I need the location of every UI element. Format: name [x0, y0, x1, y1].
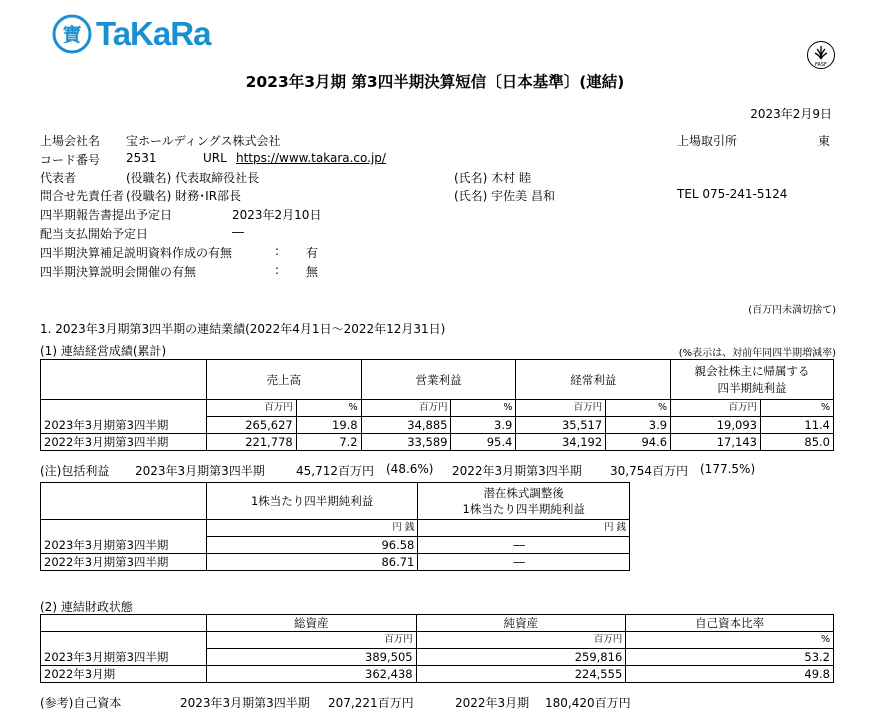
- eps-corner: [41, 483, 207, 520]
- ref-label: (参考)自己資本: [40, 696, 122, 710]
- unit-row-label: [41, 400, 207, 417]
- table-row: 2022年3月期第3四半期 221,778 7.2 33,589 95.4 34,192 94.6 17,143 85.0: [41, 434, 834, 451]
- dividend-value: ―: [232, 225, 244, 239]
- unit-p: %: [606, 400, 671, 417]
- unit-m: 百万円: [671, 400, 761, 417]
- ref-period-1: 2023年3月期第3四半期: [180, 696, 310, 710]
- unit-p: %: [760, 400, 833, 417]
- svg-text:FASF: FASF: [815, 62, 827, 68]
- ref-value-2: 180,420百万円: [545, 696, 631, 710]
- table-row: 2023年3月期第3四半期 265,627 19.8 34,885 3.9 35,517 3.9 19,093 11.4: [41, 417, 834, 434]
- release-date: 2023年2月9日: [750, 107, 832, 121]
- hdr-sales: 売上高: [206, 360, 361, 400]
- briefing-label: 四半期決算説明会開催の有無: [40, 265, 197, 279]
- contact-name: (氏名) 宇佐美 昌和: [454, 189, 555, 203]
- hdr-net-assets: 純資産: [416, 615, 626, 632]
- emblem-glyph: 寶: [62, 24, 82, 46]
- comprehensive-value-2: 30,754百万円: [610, 464, 688, 478]
- eps-unit: 円 銭: [418, 520, 630, 537]
- fasf-badge: [806, 40, 836, 73]
- s1-2-title: (2) 連結財政状態: [40, 600, 133, 614]
- unit-m: 百万円: [361, 400, 451, 417]
- takara-logo: [52, 14, 210, 54]
- comprehensive-change-2: (177.5%): [700, 462, 756, 476]
- unit-m: 百万円: [516, 400, 606, 417]
- section1-title: 1. 2023年3月期第3四半期の連結業績(2022年4月1日～2022年12月31日): [40, 322, 446, 336]
- contact-label: 問合せ先責任者: [40, 189, 125, 203]
- hdr-diluted-eps: 潜在株式調整後 1株当たり四半期純利益: [418, 483, 630, 520]
- code-value: 2531: [126, 151, 157, 165]
- comprehensive-label: (注)包括利益: [40, 464, 110, 478]
- eps-table: [40, 482, 630, 571]
- exchange-label: 上場取引所: [677, 134, 738, 148]
- s1-1-note: (%表示は、対前年同四半期増減率): [678, 348, 836, 359]
- ref-value-1: 207,221百万円: [328, 696, 414, 710]
- results-corner: [41, 360, 207, 400]
- code-label: コード番号: [40, 153, 101, 167]
- fp-corner: [41, 615, 207, 632]
- ref-period-2: 2022年3月期: [455, 696, 530, 710]
- comprehensive-change-1: (48.6%): [386, 462, 434, 476]
- table-row: 2022年3月期 362,438 224,555 49.8: [41, 666, 834, 683]
- contact-tel: TEL 075-241-5124: [677, 187, 788, 201]
- eps-unit-label: [41, 520, 207, 537]
- company-name: 宝ホールディングス株式会社: [126, 134, 281, 148]
- unit-m: 百万円: [206, 400, 296, 417]
- hdr-total-assets: 総資産: [206, 615, 416, 632]
- comprehensive-value-1: 45,712百万円: [296, 464, 374, 478]
- exchange-value: 東: [818, 134, 831, 148]
- hdr-net-income: 親会社株主に帰属する 四半期純利益: [671, 360, 834, 400]
- rounding-note: (百万円未満切捨て): [748, 305, 836, 316]
- fp-unit-label: [41, 632, 207, 649]
- hdr-operating-profit: 営業利益: [361, 360, 516, 400]
- rep-title: (役職名) 代表取締役社長: [126, 171, 260, 185]
- logo-text: TaKaRa: [96, 15, 211, 52]
- fp-unit-m: 百万円: [416, 632, 626, 649]
- eps-unit: 円 銭: [206, 520, 418, 537]
- hdr-eps: 1株当たり四半期純利益: [206, 483, 418, 520]
- table-row: 2023年3月期第3四半期 389,505 259,816 53.2: [41, 649, 834, 666]
- financial-position-table: [40, 614, 834, 683]
- rep-label: 代表者: [40, 171, 77, 185]
- fp-unit-m: 百万円: [206, 632, 416, 649]
- supp-material-value: 有: [306, 246, 319, 260]
- unit-p: %: [296, 400, 361, 417]
- hdr-ordinary-profit: 経常利益: [516, 360, 671, 400]
- page-title: 2023年3月期 第3四半期決算短信〔日本基準〕(連結): [245, 73, 625, 91]
- results-table: [40, 359, 834, 451]
- report-date-value: 2023年2月10日: [232, 208, 322, 222]
- fp-unit-p: %: [626, 632, 834, 649]
- company-url-link[interactable]: https://www.takara.co.jp/: [236, 151, 386, 165]
- briefing-colon: :: [275, 263, 280, 277]
- takara-emblem-icon: [52, 14, 92, 54]
- supp-material-colon: :: [275, 244, 280, 258]
- company-name-label: 上場会社名: [40, 134, 101, 148]
- table-row: 2022年3月期第3四半期 86.71 ―: [41, 554, 630, 571]
- rep-name: (氏名) 木村 睦: [454, 171, 531, 185]
- contact-title: (役職名) 財務･IR部長: [126, 189, 242, 203]
- fasf-seal-icon: [806, 40, 836, 70]
- unit-p: %: [451, 400, 516, 417]
- s1-1-title: (1) 連結経営成績(累計): [40, 344, 167, 358]
- briefing-value: 無: [306, 265, 319, 279]
- report-date-label: 四半期報告書提出予定日: [40, 208, 173, 222]
- comprehensive-period-2: 2022年3月期第3四半期: [452, 464, 582, 478]
- dividend-label: 配当支払開始予定日: [40, 227, 149, 241]
- supp-material-label: 四半期決算補足説明資料作成の有無: [40, 246, 233, 260]
- url-label: URL: [203, 151, 227, 165]
- comprehensive-period-1: 2023年3月期第3四半期: [135, 464, 265, 478]
- table-row: 2023年3月期第3四半期 96.58 ―: [41, 537, 630, 554]
- hdr-equity-ratio: 自己資本比率: [626, 615, 834, 632]
